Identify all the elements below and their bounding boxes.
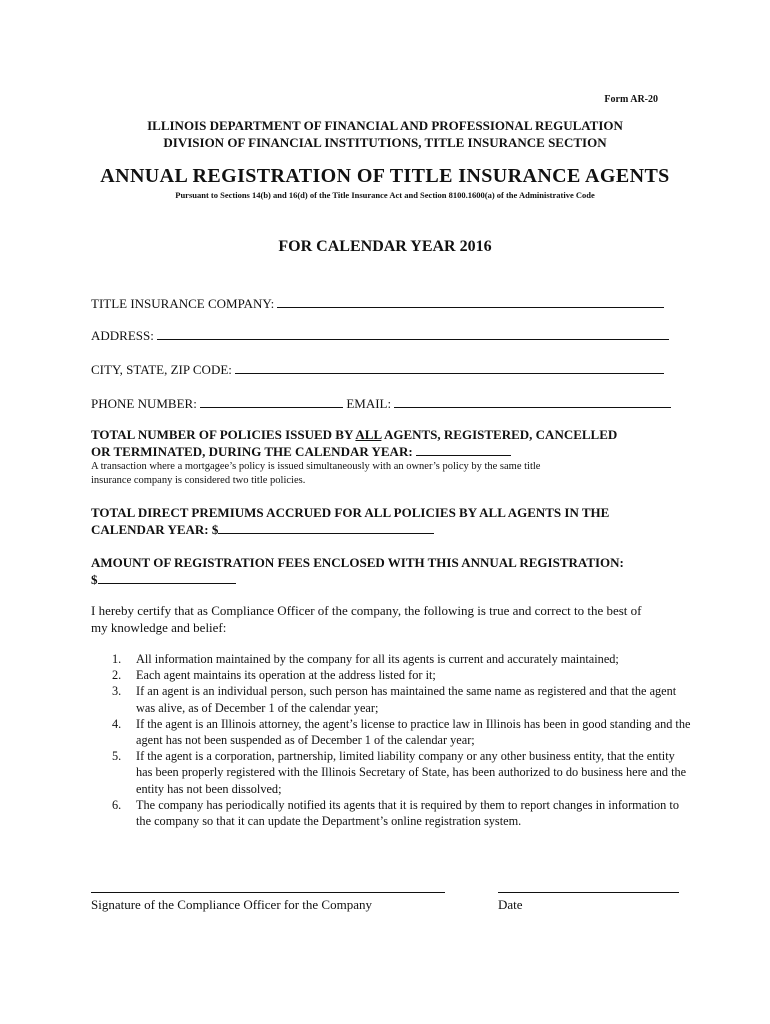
- city-state-zip-field: [91, 361, 664, 378]
- form-title: ANNUAL REGISTRATION OF TITLE INSURANCE AGENTS: [100, 165, 670, 187]
- list-item: 6. The company has periodically notified its agents that it is required by them to report changes in information to the company so that it can update the Department’s online registration system.: [112, 797, 679, 829]
- fees-line1: AMOUNT OF REGISTRATION FEES ENCLOSED WITH THIS ANNUAL REGISTRATION:: [91, 555, 624, 570]
- premiums-line1: TOTAL DIRECT PREMIUMS ACCRUED FOR ALL POLICIES BY ALL AGENTS IN THE: [91, 505, 610, 520]
- phone-input-line[interactable]: [200, 395, 343, 408]
- address-field: [91, 327, 669, 344]
- certify-line2: my knowledge and belief:: [91, 620, 227, 635]
- certification-paragraph: [91, 602, 691, 636]
- policies-note-line2: insurance company is considered two title policies.: [91, 475, 306, 486]
- policies-question: [91, 427, 691, 460]
- form-subtitle: Pursuant to Sections 14(b) and 16(d) of the Title Insurance Act and Section 8100.1600(a) of the Administrative Code: [175, 190, 595, 200]
- company-label: TITLE INSURANCE COMPANY:: [91, 296, 275, 311]
- certification-list: [91, 651, 691, 829]
- agency-name: ILLINOIS DEPARTMENT OF FINANCIAL AND PROFESSIONAL REGULATION: [147, 118, 623, 133]
- premiums-input-line[interactable]: [218, 521, 434, 534]
- policies-q-all: ALL: [355, 427, 382, 442]
- policies-count-input-line[interactable]: [416, 443, 511, 456]
- fees-input-line[interactable]: [98, 571, 236, 584]
- company-input-line[interactable]: [277, 295, 664, 308]
- policies-q-line2: OR TERMINATED, DURING THE CALENDAR YEAR:: [91, 444, 413, 459]
- fees-question: [91, 555, 691, 588]
- phone-label: PHONE NUMBER:: [91, 396, 197, 411]
- date-input-line[interactable]: [498, 892, 679, 893]
- form-code: Form AR-20: [604, 94, 658, 105]
- city-state-zip-label: CITY, STATE, ZIP CODE:: [91, 362, 232, 377]
- policies-q-part2: AGENTS, REGISTERED, CANCELLED: [381, 427, 618, 442]
- policies-note: [91, 460, 651, 488]
- email-label: EMAIL:: [346, 396, 392, 411]
- list-item: 3. If an agent is an individual person, such person has maintained the same name as registered and that the agent was alive, as of December 1 of the calendar year;: [112, 684, 677, 715]
- phone-email-field: [91, 395, 671, 412]
- premiums-line2: CALENDAR YEAR: $: [91, 522, 219, 537]
- signature-label: Signature of the Compliance Officer for the Company: [91, 897, 372, 912]
- certify-line1: I hereby certify that as Compliance Officer of the company, the following is true and correct to the best of: [91, 603, 642, 618]
- policies-note-line1: A transaction where a mortgagee’s policy is issued simultaneously with an owner’s policy by the same title: [91, 461, 541, 472]
- address-label: ADDRESS:: [91, 328, 154, 343]
- premiums-question: [91, 505, 691, 538]
- list-item: 5. If the agent is a corporation, partnership, limited liability company or any other business entity, that the entity has been properly registered with the Illinois Secretary of State, has been authorized to do business here and the entity has not been dissolved;: [112, 749, 687, 796]
- email-input-line[interactable]: [394, 395, 671, 408]
- fees-line2: $: [91, 572, 98, 587]
- list-item: 2. Each agent maintains its operation at the address listed for it;: [112, 668, 436, 683]
- policies-q-part1: TOTAL NUMBER OF POLICIES ISSUED BY: [91, 427, 356, 442]
- date-label: Date: [498, 897, 523, 912]
- city-state-zip-input-line[interactable]: [235, 361, 664, 374]
- company-field: [91, 295, 664, 312]
- calendar-year-heading: FOR CALENDAR YEAR 2016: [278, 238, 492, 255]
- list-item: 1. All information maintained by the company for all its agents is current and accurately maintained;: [112, 652, 619, 666]
- list-item: 4. If the agent is an Illinois attorney, the agent’s license to practice law in Illinois has been in good standing and the agent has not been suspended as of December 1 of the calendar year;: [112, 716, 691, 748]
- signature-input-line[interactable]: [91, 892, 445, 893]
- address-input-line[interactable]: [157, 327, 669, 340]
- division-name: DIVISION OF FINANCIAL INSTITUTIONS, TITLE INSURANCE SECTION: [163, 135, 607, 150]
